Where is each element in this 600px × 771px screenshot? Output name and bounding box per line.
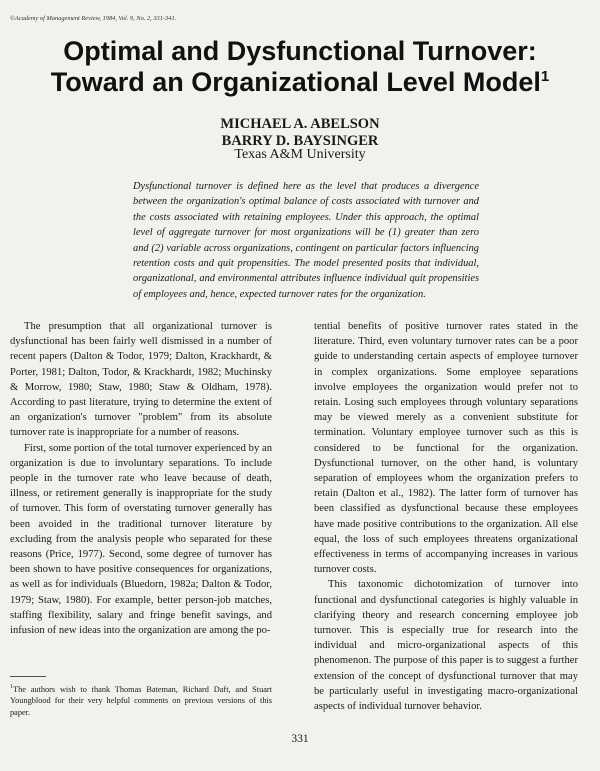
title-line-1: Optimal and Dysfunctional Turnover: [63, 36, 537, 66]
body-paragraph: This taxonomic dichotomization of turnover into functional and dysfunctional categories is highly valuable in clarifying theory and research concerning employee job turnover. This is especially true for research into the individual and micro-organizational aspects of this phenomenon. The purpose of this paper is to suggest a further extension of the concept of dysfunctional turnover that may be particularly useful in investigating macro-organizational aspects of individual turnover behavior. [314, 579, 578, 713]
right-column [314, 319, 578, 714]
body-paragraph: First, some portion of the total turnover experienced by an organization is due to involuntary separations. To include people in the turnover rate who leave because of death, illness, or retirement generally is inappropriate for the study of turnover. This form of overstating turnover generally has been avoided in the traditional turnover literature by excluding from the analysis people who separated for these reasons (Price, 1977). Second, some degree of turnover has been shown to have positive consequences for organizations, as well as for individuals (Bluedorn, 1982a; Dalton & Todor, 1979; Staw, 1980). For example, better person-job matches, staffing flexibility, salary and fringe benefit savings, and infusion of new ideas into the organization are among the po- [10, 442, 272, 637]
author-name: BARRY D. BAYSINGER [221, 133, 379, 149]
author-list [0, 116, 600, 150]
title-line-2-text: Toward an Organizational Level Model [50, 67, 541, 97]
footnote [10, 682, 272, 718]
journal-citation: ©Academy of Management Review, 1984, Vol. 9, No. 2, 331-341. [10, 15, 177, 22]
left-column [10, 319, 272, 638]
abstract: Dysfunctional turnover is defined here as the level that produces a divergence between the organization's optimal balance of costs associated with turnover and the costs associated with retaining employees. Under this approach, the optimal level of aggregate turnover for most organizations will be (1) greater than zero and (2) variable across organizations, contingent on particular factors influencing retention costs and quit propensities. The model presented posits that individual, organizational, and environmental attributes influence individual quit propensities of employees and, hence, expected turnover rates for the organization. [133, 181, 479, 300]
body-paragraph-continued: tential benefits of positive turnover rates stated in the literature. Third, even voluntary turnover rates can be a poor guide to understanding certain aspects of employee turnover in complex organizations. Some employee separations involve employees the organization would prefer not to retain. Losing such employees through voluntary separations may be viewed merely as a convenient substitute for termination. Voluntary employee turnover such as this is considered to be functional for the organization. Dysfunctional turnover, on the other hand, is voluntary separation of employees whom the organization prefers to retain (Dalton et al., 1982). The latter form of turnover has been classified as dysfunctional because these employees have made positive contributions to the organization. All else equal, the loss of such employees threatens organizational effectiveness in terms of accompanying increases in various turnover costs. [314, 321, 578, 576]
footnote-text: The authors wish to thank Thomas Bateman, Richard Daft, and Stuart Youngblood for their very helpful comments on previous versions of this paper. [10, 684, 272, 717]
title-footnote-marker[interactable]: 1 [540, 68, 550, 85]
page-number: 331 [291, 733, 309, 745]
affiliation: Texas A&M University [234, 147, 366, 162]
footnote-rule [10, 676, 46, 677]
article-title [0, 36, 600, 98]
title-line-2 [0, 67, 600, 98]
body-paragraph: The presumption that all organizational turnover is dysfunctional has been fairly well dismissed in a number of recent papers (Dalton & Todor, 1979; Dalton, Krackhardt, & Porter, 1981; Dalton, Todor, & Krackhardt, 1982; Muchinsky & Morrow, 1980; Staw, 1980; Staw & Oldham, 1978). According to past literature, trying to determine the extent of an organization's turnover "problem" from its absolute turnover rate is inappropriate for a number of reasons. [10, 321, 272, 439]
author-name: MICHAEL A. ABELSON [220, 116, 380, 132]
footnote-marker: 1 [10, 684, 13, 690]
